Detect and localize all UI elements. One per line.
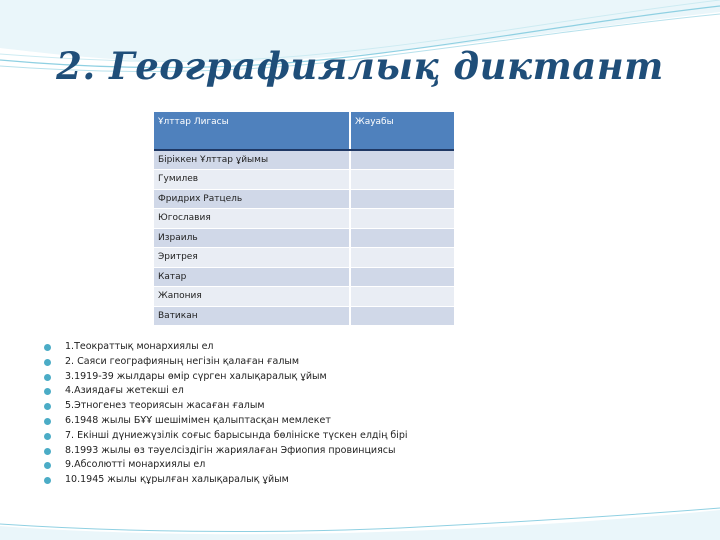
term-cell: Жапония: [154, 287, 350, 307]
question-text: 3.1919-39 жылдары өмір сүрген халықаралық ұйым: [65, 370, 327, 382]
decorative-wave-bottom: [0, 500, 720, 540]
bullet-icon: [44, 448, 51, 455]
slide-title: 2. Географиялық диктант: [56, 44, 664, 88]
question-text: 7. Екінші дүниежүзілік соғыс барысында бөлініске түскен елдің бірі: [65, 429, 408, 441]
list-item: [44, 429, 408, 444]
answer-cell[interactable]: [350, 170, 454, 190]
table-row: [154, 248, 454, 268]
table-row: [154, 189, 454, 209]
bullet-icon: [44, 344, 51, 351]
bullet-icon: [44, 418, 51, 425]
list-item: [44, 370, 408, 385]
bullet-icon: [44, 374, 51, 381]
header-answer: Жауабы: [350, 112, 454, 150]
bullet-icon: [44, 388, 51, 395]
answer-cell[interactable]: [350, 306, 454, 326]
question-text: 6.1948 жылы БҰҰ шешімімен қалыптасқан мемлекет: [65, 414, 331, 426]
term-cell: Катар: [154, 267, 350, 287]
table-row: [154, 228, 454, 248]
term-cell: Ватикан: [154, 306, 350, 326]
table-row: [154, 267, 454, 287]
bullet-icon: [44, 433, 51, 440]
answer-cell[interactable]: [350, 267, 454, 287]
answer-cell[interactable]: [350, 248, 454, 268]
table-row: [154, 209, 454, 229]
list-item: [44, 458, 408, 473]
header-term: Ұлттар Лигасы: [154, 112, 350, 150]
table-header-row: [154, 112, 454, 150]
answer-cell[interactable]: [350, 209, 454, 229]
dictation-table: [154, 112, 454, 326]
list-item: [44, 340, 408, 355]
question-text: 1.Теократтық монархиялы ел: [65, 341, 214, 352]
table-row: [154, 170, 454, 190]
term-cell: Гумилев: [154, 170, 350, 190]
bullet-icon: [44, 477, 51, 484]
term-cell: Израиль: [154, 228, 350, 248]
term-cell: Біріккен Ұлттар ұйымы: [154, 150, 350, 170]
list-item: [44, 473, 408, 488]
bullet-icon: [44, 462, 51, 469]
term-cell: Югославия: [154, 209, 350, 229]
table-row: [154, 150, 454, 170]
table-row: [154, 287, 454, 307]
list-item: [44, 444, 408, 459]
bullet-icon: [44, 403, 51, 410]
question-text: 8.1993 жылы өз тәуелсіздігін жариялаған Эфиопия провинциясы: [65, 444, 396, 456]
term-cell: Эритрея: [154, 248, 350, 268]
term-cell: Фридрих Ратцель: [154, 189, 350, 209]
list-item: [44, 399, 408, 414]
list-item: [44, 384, 408, 399]
answer-cell[interactable]: [350, 189, 454, 209]
question-list: [44, 340, 408, 488]
answer-cell[interactable]: [350, 228, 454, 248]
question-text: 2. Саяси географияның негізін қалаған ғалым: [65, 355, 300, 367]
question-text: 4.Азиядағы жетекші ел: [65, 385, 184, 397]
table-row: [154, 306, 454, 326]
answer-cell[interactable]: [350, 150, 454, 170]
list-item: [44, 355, 408, 370]
answer-cell[interactable]: [350, 287, 454, 307]
question-text: 5.Этногенез теориясын жасаған ғалым: [65, 400, 265, 412]
bullet-icon: [44, 359, 51, 366]
list-item: [44, 414, 408, 429]
question-text: 10.1945 жылы құрылған халықаралық ұйым: [65, 474, 289, 486]
question-text: 9.Абсолютті монархиялы ел: [65, 459, 206, 471]
